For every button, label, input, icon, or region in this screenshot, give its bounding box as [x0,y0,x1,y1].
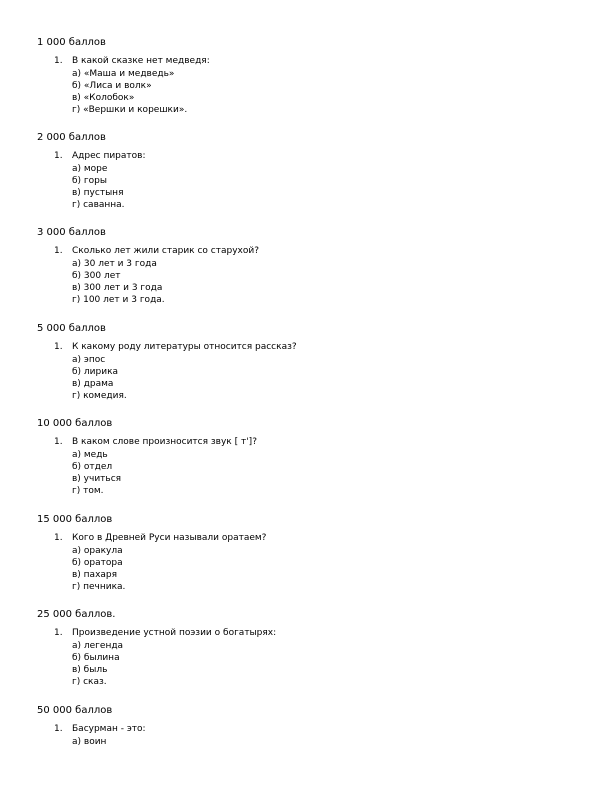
answer-option: б) былина [72,653,120,663]
question-number: 1. [54,724,63,734]
answer-option: а) медь [72,450,108,460]
answer-option: г) 100 лет и 3 года. [72,295,165,305]
question-text: В какой сказке нет медведя: [72,56,210,66]
answer-options [72,736,106,748]
question-number: 1. [54,56,63,66]
answer-option: а) 30 лет и 3 года [72,259,157,269]
points-heading: 5 000 баллов [37,323,106,334]
points-heading: 50 000 баллов [37,705,113,716]
answer-option: в) «Колобок» [72,93,135,103]
answer-option: а) море [72,164,108,174]
question-number: 1. [54,628,63,638]
points-heading: 3 000 баллов [37,227,106,238]
points-heading: 15 000 баллов [37,514,113,525]
answer-options [72,545,125,593]
answer-option: б) 300 лет [72,271,121,281]
answer-options [72,449,121,497]
answer-option: в) быль [72,665,108,675]
answer-option: в) драма [72,379,114,389]
answer-option: б) лирика [72,367,119,377]
question-text: Адрес пиратов: [72,151,146,161]
answer-option: г) комедия. [72,391,127,401]
question-number: 1. [54,342,63,352]
question-text: Басурман - это: [72,724,146,734]
answer-option: в) пустыня [72,188,124,198]
question-number: 1. [54,151,63,161]
answer-option: в) пахаря [72,570,118,580]
points-heading: 25 000 баллов. [37,609,116,620]
question-number: 1. [54,246,63,256]
question-text: Произведение устной поэзии о богатырях: [72,628,277,638]
points-heading: 10 000 баллов [37,418,113,429]
answer-option: а) оракула [72,546,123,556]
question-text: К какому роду литературы относится рассказ? [72,342,297,352]
answer-option: в) учиться [72,474,122,484]
answer-options [72,354,127,402]
answer-option: а) «Маша и медведь» [72,69,175,79]
question-text: В каком слове произносится звук [ т']? [72,437,257,447]
answer-option: г) том. [72,486,104,496]
question-number: 1. [54,533,63,543]
answer-option: б) отдел [72,462,113,472]
answer-options [72,640,123,688]
question-number: 1. [54,437,63,447]
points-heading: 1 000 баллов [37,37,106,48]
answer-option: г) саванна. [72,200,125,210]
answer-option: г) «Вершки и корешки». [72,105,188,115]
answer-option: б) оратора [72,558,123,568]
answer-option: а) легенда [72,641,124,651]
answer-options [72,163,125,211]
points-heading: 2 000 баллов [37,132,106,143]
answer-option: г) сказ. [72,677,107,687]
answer-option: а) эпос [72,355,106,365]
question-text: Сколько лет жили старик со старухой? [72,246,259,256]
answer-option: а) воин [72,737,107,747]
answer-options [72,258,165,306]
answer-option: г) печника. [72,582,126,592]
answer-option: б) горы [72,176,107,186]
answer-option: в) 300 лет и 3 года [72,283,163,293]
answer-option: б) «Лиса и волк» [72,81,152,91]
question-text: Кого в Древней Руси называли оратаем? [72,533,267,543]
answer-options [72,68,187,116]
